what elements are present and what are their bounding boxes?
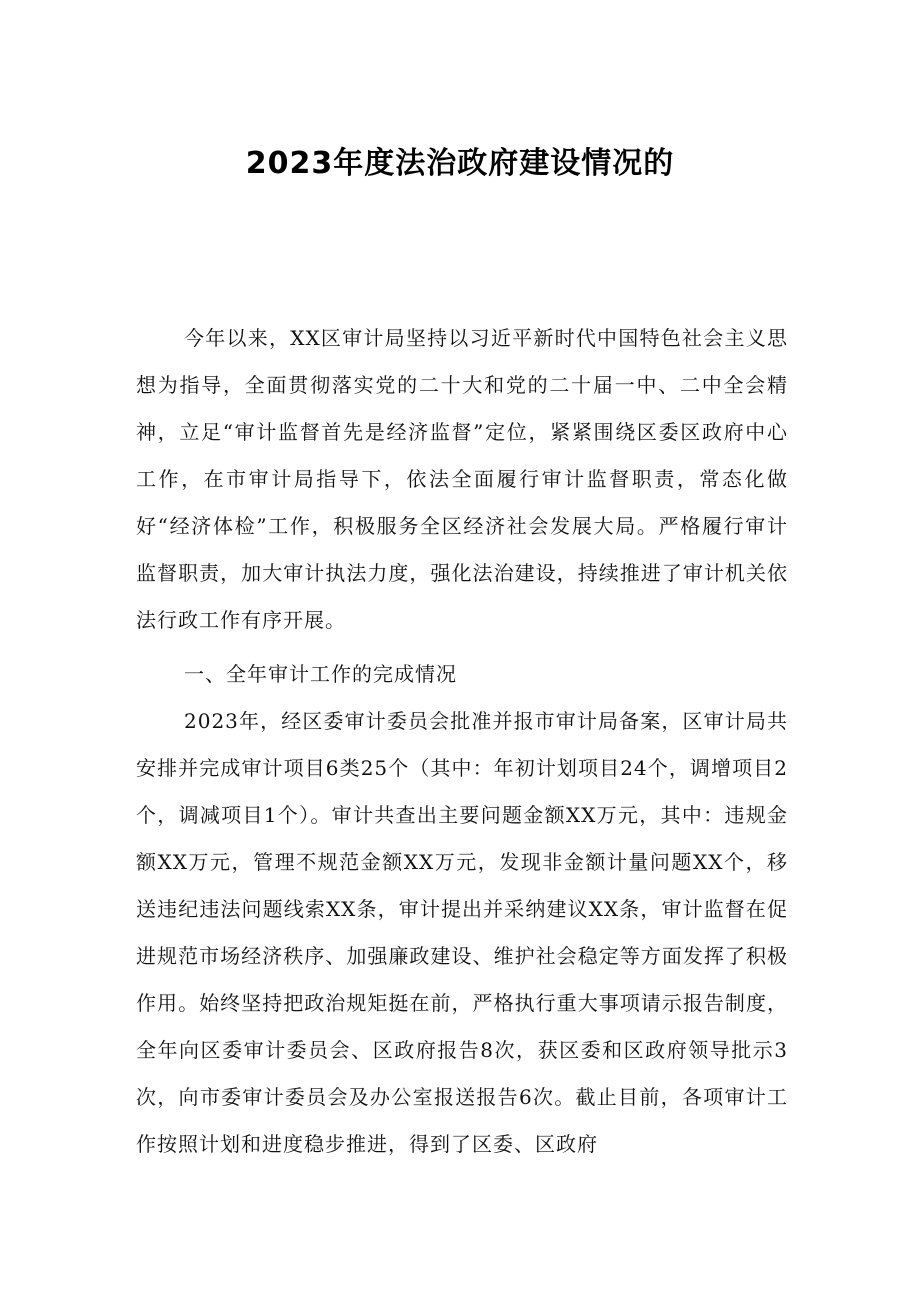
section-1-paragraph: 2023年，经区委审计委员会批准并报市审计局备案，区审计局共安排并完成审计项目6类25个（其中：年初计划项目24个，调增项目2个，调减项目1个）。审计共查出主要问题金额XX万元，其中：违规金额XX万元，管理不规范金额XX万元，发现非金额计量问题XX个，移送违纪违法问题线索XX条，审计提出并采纳建议XX条，审计监督在促进规范市场经济秩序、加强廉政建设、维护社会稳定等方面发挥了积极作用。始终坚持把政治规矩挺在前，严格执行重大事项请示报告制度，全年向区委审计委员会、区政府报告8次，获区委和区政府领导批示3次，向市委审计委员会及办公室报送报告6次。截止目前，各项审计工作按照计划和进度稳步推进，得到了区委、区政府 [136, 709, 788, 1156]
section-heading-1: 一、全年审计工作的完成情况 [184, 662, 457, 686]
document-title: 2023年度法治政府建设情况的 [245, 146, 675, 181]
intro-paragraph: 今年以来，XX区审计局坚持以习近平新时代中国特色社会主义思想为指导，全面贯彻落实党的二十大和党的二十届一中、二中全会精神，立足“审计监督首先是经济监督”定位，紧紧围绕区委区政府中心工作，在市审计局指导下，依法全面履行审计监督职责，常态化做好“经济体检”工作，积极服务全区经济社会发展大局。严格履行审计监督职责，加大审计执法力度，强化法治建设，持续推进了审计机关依法行政工作有序开展。 [136, 326, 788, 632]
